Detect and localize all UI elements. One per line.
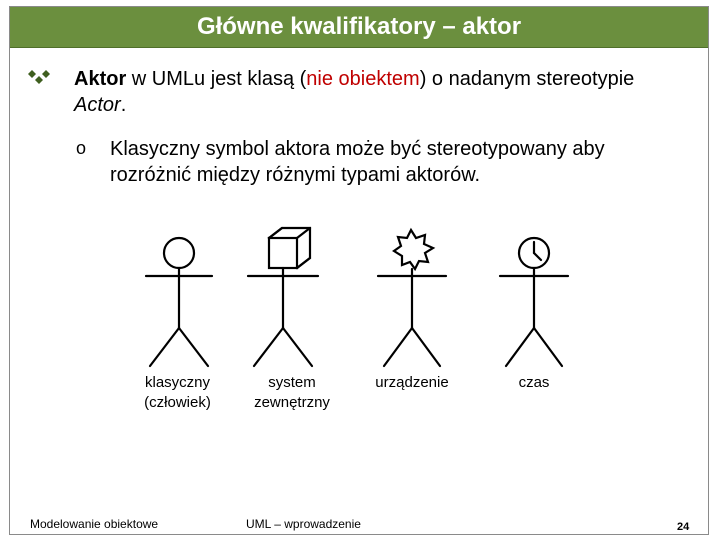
footer-course-name: Modelowanie obiektowe	[30, 517, 159, 531]
actor-classic-icon	[146, 238, 212, 366]
bullet-level1-text	[74, 66, 654, 118]
bullet1-text-a: w UMLu jest klasą (	[126, 68, 307, 90]
caption-line: system	[268, 374, 316, 391]
highlight-nie-obiektem: nie obiektem	[306, 68, 420, 90]
actor-time-icon	[500, 238, 568, 366]
stereotype-actor: Actor	[74, 94, 121, 116]
caption-line: zewnętrzny	[254, 394, 330, 411]
page-number: 24	[677, 521, 690, 533]
actor-system-icon	[248, 228, 318, 366]
caption-actor-time	[494, 373, 574, 393]
footer-section-name: UML – wprowadzenie	[246, 517, 361, 531]
bullet-level2-text: Klasyczny symbol aktora może być stereotypowany aby rozróżnić między różnymi typami aktorów.	[110, 138, 605, 186]
caption-line: urządzenie	[375, 374, 449, 391]
caption-line: klasyczny	[144, 374, 211, 391]
caption-line: czas	[518, 374, 550, 391]
actor-device-icon	[378, 230, 446, 366]
caption-line: (człowiek)	[144, 394, 211, 411]
bullet1-text-b: ) o nadanym stereotypie	[419, 68, 635, 90]
slide-title: Główne kwalifikatory – aktor	[196, 13, 522, 40]
caption-actor-system	[242, 373, 342, 413]
caption-actor-device	[362, 373, 462, 393]
term-aktor: Aktor	[74, 68, 127, 90]
bullet1-text-c: .	[120, 94, 127, 116]
caption-actor-classic	[130, 373, 225, 413]
slide-title-bar	[10, 7, 708, 48]
diamond-bullet-icon	[26, 68, 52, 88]
circle-bullet-marker: o	[76, 138, 87, 158]
